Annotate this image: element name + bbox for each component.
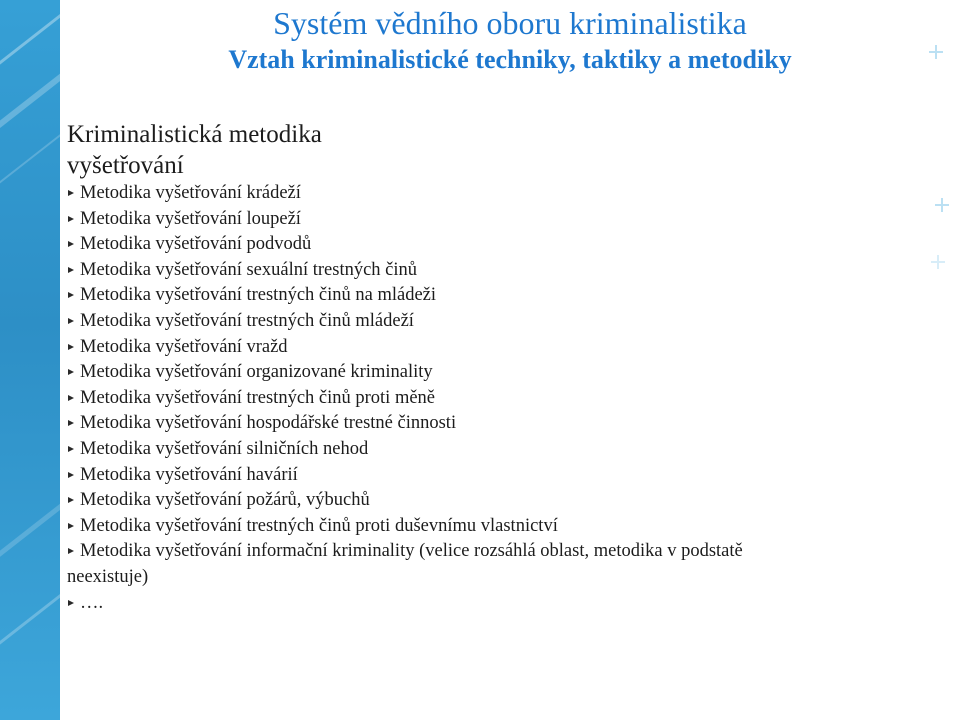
list-item	[67, 386, 947, 412]
section-heading: Kriminalistická metodika vyšetřování	[67, 121, 322, 179]
triangle-bullet-icon	[68, 395, 74, 401]
triangle-bullet-icon	[68, 497, 74, 503]
triangle-bullet-icon	[68, 216, 74, 222]
triangle-bullet-icon	[68, 420, 74, 426]
list-item-text: Metodika vyšetřování krádeží	[80, 183, 301, 203]
list-item-text: Metodika vyšetřování vražd	[80, 336, 288, 357]
triangle-bullet-icon	[68, 318, 74, 324]
list-item-text: Metodika vyšetřování trestných činů mládeží	[80, 310, 414, 331]
triangle-bullet-icon	[68, 446, 74, 452]
list-item	[67, 437, 947, 463]
triangle-bullet-icon	[68, 600, 74, 606]
triangle-bullet-icon	[68, 523, 74, 529]
list-item-text: Metodika vyšetřování organizované kriminality	[80, 362, 433, 383]
triangle-bullet-icon	[68, 267, 74, 273]
list-item-text: Metodika vyšetřování silničních nehod	[80, 438, 369, 459]
side-bar-stripe	[0, 561, 60, 662]
list-item	[67, 463, 947, 489]
list-item	[67, 335, 947, 361]
list-item	[67, 411, 947, 437]
list-item	[67, 591, 947, 617]
triangle-bullet-icon	[68, 292, 74, 298]
triangle-bullet-icon	[68, 241, 74, 247]
list-item	[67, 488, 947, 514]
list-item-text: Metodika vyšetřování informační kriminality (velice rozsáhlá oblast, metodika v podstatě	[80, 541, 743, 562]
list-item-text: Metodika vyšetřování havárií	[80, 464, 298, 485]
list-item-text: Metodika vyšetřování trestných činů proti duševnímu vlastnictví	[80, 515, 558, 536]
side-bar-stripe	[0, 0, 60, 82]
list-item-text: Metodika vyšetřování hospodářské trestné činnosti	[80, 413, 457, 434]
triangle-bullet-icon	[68, 344, 74, 350]
triangle-bullet-icon	[68, 548, 74, 554]
list-item-text: Metodika vyšetřování loupeží	[80, 208, 301, 229]
list-item-text: Metodika vyšetřování trestných činů proti měně	[80, 387, 436, 408]
list-item	[67, 283, 947, 309]
list-item-text: Metodika vyšetřování podvodů	[80, 234, 312, 255]
list-item	[67, 232, 947, 258]
slide-subtitle: Vztah kriminalistické techniky, taktiky a metodiky	[228, 45, 792, 74]
triangle-bullet-icon	[68, 369, 74, 375]
list-item	[67, 207, 947, 233]
list-item	[67, 181, 947, 207]
decorative-side-bar	[0, 0, 60, 720]
list-item-continuation: neexistuje)	[67, 566, 149, 587]
list-item-text: Metodika vyšetřování trestných činů na mládeži	[80, 285, 437, 306]
triangle-bullet-icon	[68, 472, 74, 478]
list-item	[67, 514, 947, 540]
side-bar-stripe	[0, 471, 60, 573]
list-item	[67, 258, 947, 284]
triangle-bullet-icon	[68, 190, 74, 196]
list-item	[67, 360, 947, 386]
slide-title: Systém vědního oboru kriminalistika	[273, 5, 747, 41]
list-item-text: ….	[80, 592, 104, 613]
list-item-text: Metodika vyšetřování sexuální trestných činů	[80, 259, 418, 280]
methodology-list	[67, 181, 947, 616]
list-item-text: Metodika vyšetřování požárů, výbuchů	[80, 490, 370, 511]
list-item	[67, 309, 947, 335]
list-item	[67, 539, 947, 590]
